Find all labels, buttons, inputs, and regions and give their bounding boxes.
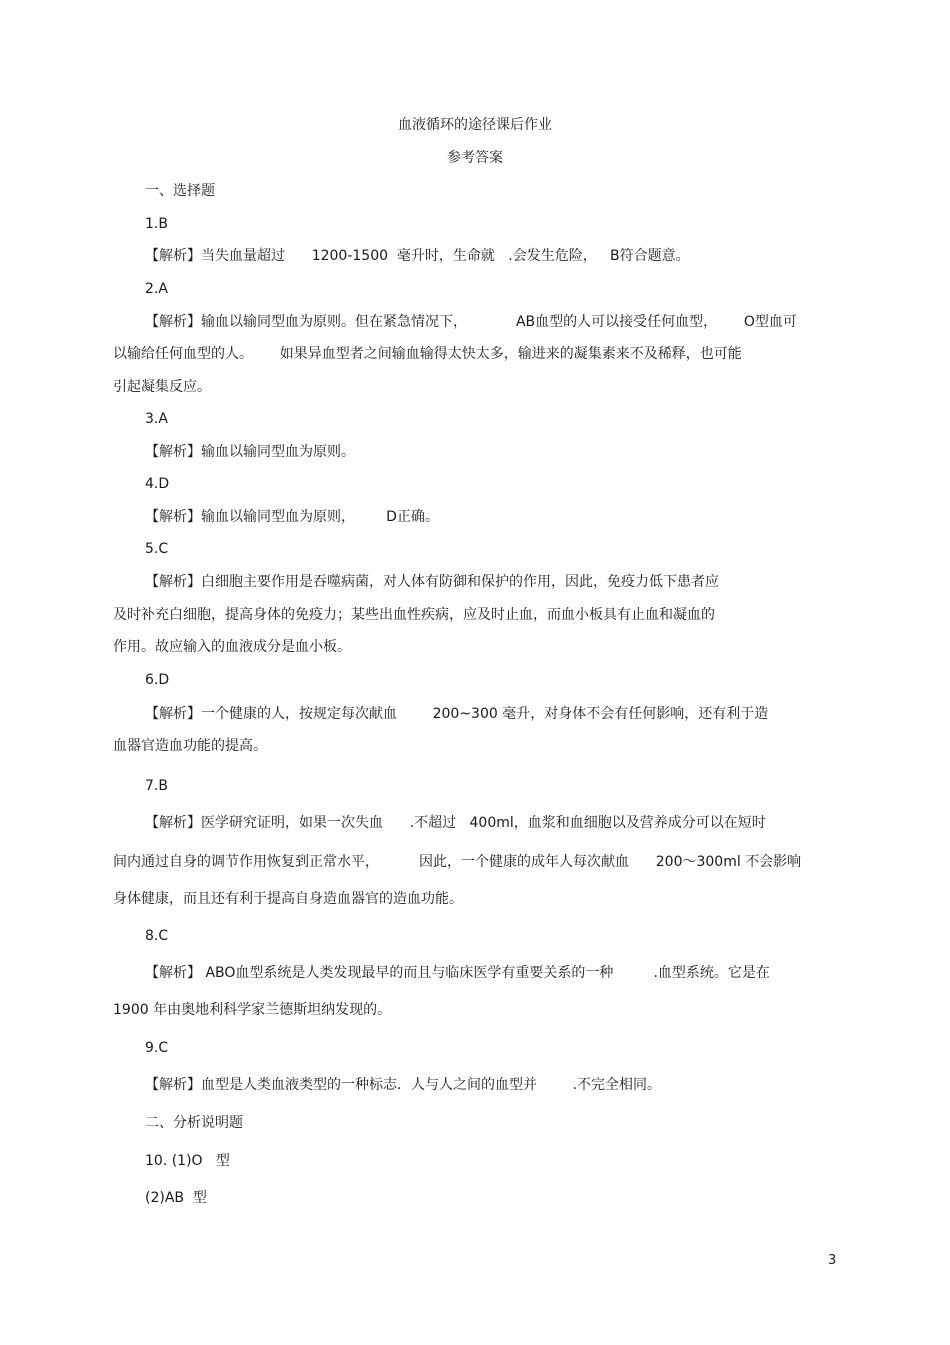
answer-line: 【解析】一个健康的人，按规定每次献血 200~300 毫升，对身体不会有任何影响，还有利于造 (145, 706, 769, 722)
answer-line: 【解析】当失血量超过 1200-1500 毫升时，生命就 .会发生危险， B符合题意。 (145, 248, 690, 264)
answer-line: 【解析】医学研究证明，如果一次失血 .不超过 400ml，血浆和血细胞以及营养成分可以在短时 (145, 815, 766, 831)
answer-line: 5.C (145, 541, 169, 557)
section-heading-choice: 一、选择题 (145, 183, 215, 199)
answer-line: 【解析】血型是人类血液类型的一种标志．人与人之间的血型并 .不完全相同。 (145, 1077, 662, 1093)
answer-line: 血器官造血功能的提高。 (113, 738, 267, 754)
answer-line: (2)AB 型 (145, 1190, 207, 1206)
page-number: 3 (828, 1253, 837, 1268)
answer-line: 身体健康，而且还有利于提高自身造血器官的造血功能。 (113, 891, 463, 907)
answer-line: 2.A (145, 281, 168, 297)
answer-line: 以输给任何血型的人。 如果异血型者之间输血输得太快太多，输进来的凝集素来不及稀释，也可能 (113, 346, 742, 362)
answer-line: 6.D (145, 672, 170, 688)
answer-line: 间内通过自身的调节作用恢复到正常水平， 因此，一个健康的成年人每次献血 200～300ml 不会影响 (113, 854, 802, 870)
answer-line: 4.D (145, 476, 170, 492)
section-heading-analysis: 二、分析说明题 (145, 1115, 243, 1131)
answer-line: 引起凝集反应。 (113, 379, 211, 395)
answer-line: 【解析】白细胞主要作用是吞噬病菌，对人体有防御和保护的作用，因此，免疫力低下患者应 (145, 574, 719, 590)
answer-line: 及时补充白细胞，提高身体的免疫力；某些出血性疾病，应及时止血，而血小板具有止血和凝血的 (113, 607, 715, 623)
answer-line: 【解析】输血以输同型血为原则。 (145, 444, 355, 460)
page-subtitle: 参考答案 (447, 150, 503, 166)
answer-line: 9.C (145, 1040, 169, 1056)
answer-line: 7.B (145, 778, 168, 794)
answer-line: 1.B (145, 216, 168, 232)
answer-line: 作用。故应输入的血液成分是血小板。 (113, 639, 351, 655)
answer-line: 【解析】输血以输同型血为原则。但在紧急情况下， AB血型的人可以接受任何血型， O型血可 (145, 314, 797, 330)
answer-line: 1900 年由奥地利科学家兰德斯坦纳发现的。 (113, 1002, 392, 1018)
page-title: 血液循环的途径课后作业 (398, 117, 552, 133)
answer-line: 【解析】 ABO血型系统是人类发现最早的而且与临床医学有重要关系的一种 .血型系统。它是在 (145, 965, 770, 981)
answer-line: 8.C (145, 928, 169, 944)
answer-line: 【解析】输血以输同型血为原则， D正确。 (145, 509, 439, 525)
answer-line: 10. (1)O 型 (145, 1153, 230, 1169)
answer-line: 3.A (145, 411, 168, 427)
